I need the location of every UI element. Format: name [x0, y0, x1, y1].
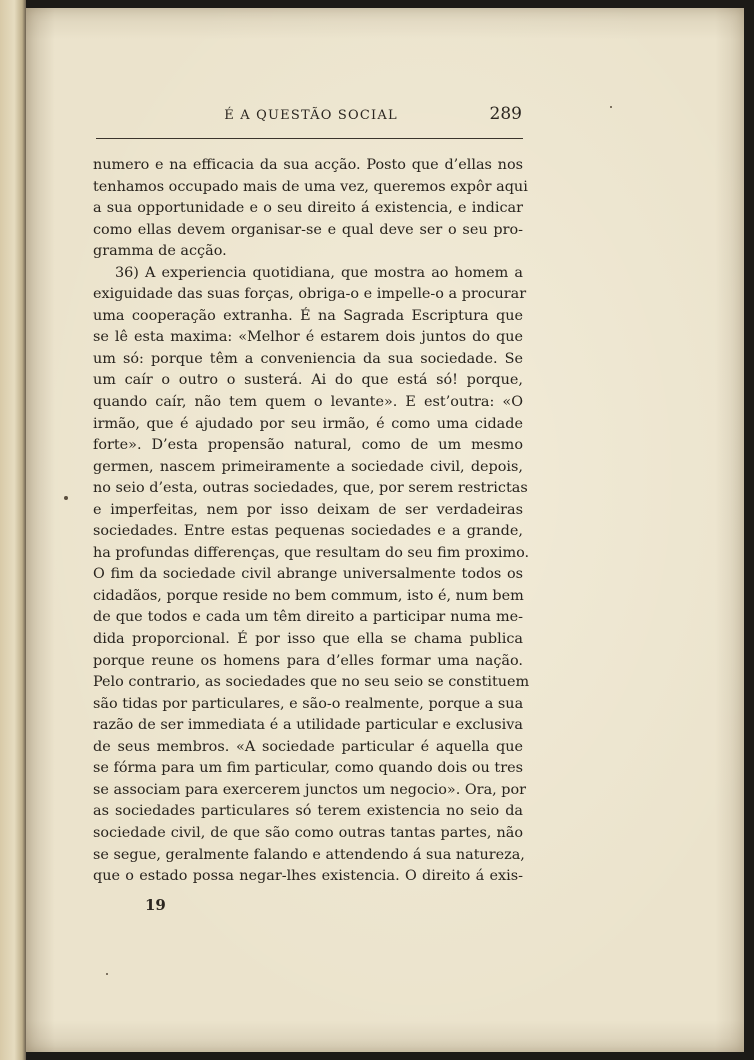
paper-speck [64, 496, 68, 500]
text-line: gramma de acção. [93, 243, 227, 260]
text-line: dida proporcional. É por isso que ella se chama publica [93, 631, 523, 648]
text-line: como ellas devem organisar-se e qual deve ser o seu pro- [93, 221, 523, 238]
text-line: e imperfeitas, nem por isso deixam de ser verdadeiras [93, 501, 523, 518]
text-line: numero e na efficacia da sua acção. Posto que d’ellas nos [93, 157, 523, 173]
text-line: um caír o outro o susterá. Ai do que está só! porque, [93, 372, 523, 389]
running-title: É A QUESTÃO SOCIAL [224, 108, 398, 123]
text-line: de seus membros. «A sociedade particular é aquella que [93, 738, 523, 755]
text-line: se segue, geralmente falando e attendendo á sua natureza, [93, 846, 525, 863]
page-number: 289 [489, 104, 522, 124]
text-line: razão de ser immediata é a utilidade particular e exclusiva [93, 717, 523, 734]
text-line: que o estado possa negar-lhes existencia. O direito á exis- [93, 868, 523, 885]
text-line: se lê esta maxima: «Melhor é estarem dois juntos do que [93, 329, 523, 346]
text-line: uma cooperação extranha. É na Sagrada Escriptura que [93, 307, 523, 324]
text-line: cidadãos, porque reside no bem commum, isto é, num bem [93, 587, 524, 604]
text-line: ha profundas differenças, que resultam do seu fim proximo. [93, 544, 530, 561]
text-line: 36) A experiencia quotidiana, que mostra ao homem a [115, 264, 523, 281]
text-line: um só: porque têm a conveniencia da sua sociedade. Se [93, 350, 523, 367]
text-line: porque reune os homens para d’elles formar uma nação. [93, 652, 523, 669]
text-line: sociedades. Entre estas pequenas sociedades e a grande, [93, 523, 523, 540]
paper-speck [106, 973, 108, 975]
text-line: irmão, que é ajudado por seu irmão, é como uma cidade [93, 415, 523, 432]
text-line: de que todos e cada um têm direito a participar numa me- [93, 609, 523, 626]
text-line: quando caír, não tem quem o levante». E est’outra: «O [93, 394, 523, 411]
body-text [93, 155, 530, 888]
text-line: se fórma para um fim particular, como quando dois ou tres [93, 760, 523, 777]
text-line: tenhamos occupado mais de uma vez, queremos expôr aqui [93, 178, 528, 195]
text-line: sociedade civil, de que são como outras tantas partes, não [93, 824, 523, 841]
text-line: a sua opportunidade e o seu direito á existencia, e indicar [93, 200, 523, 217]
text-line: exiguidade das suas forças, obriga-o e impelle-o a procurar [93, 286, 527, 303]
text-line: no seio d’esta, outras sociedades, que, por serem restrictas [93, 480, 528, 497]
paper-speck [610, 106, 612, 108]
facing-page-edge [0, 0, 26, 1060]
text-line: O fim da sociedade civil abrange universalmente todos os [93, 566, 523, 583]
text-line: as sociedades particulares só terem existencia no seio da [93, 803, 523, 820]
text-line: se associam para exercerem junctos um negocio». Ora, por [93, 781, 527, 798]
text-line: são tidas por particulares, e são-o realmente, porque a sua [93, 695, 524, 712]
signature-mark: 19 [145, 896, 166, 914]
text-line: forte». D’esta propensão natural, como de um mesmo [93, 437, 523, 454]
text-line: Pelo contrario, as sociedades que no seu seio se constituem [93, 674, 530, 691]
running-header [96, 104, 526, 130]
header-rule [96, 138, 523, 139]
text-line: germen, nascem primeiramente a sociedade civil, depois, [93, 458, 523, 475]
